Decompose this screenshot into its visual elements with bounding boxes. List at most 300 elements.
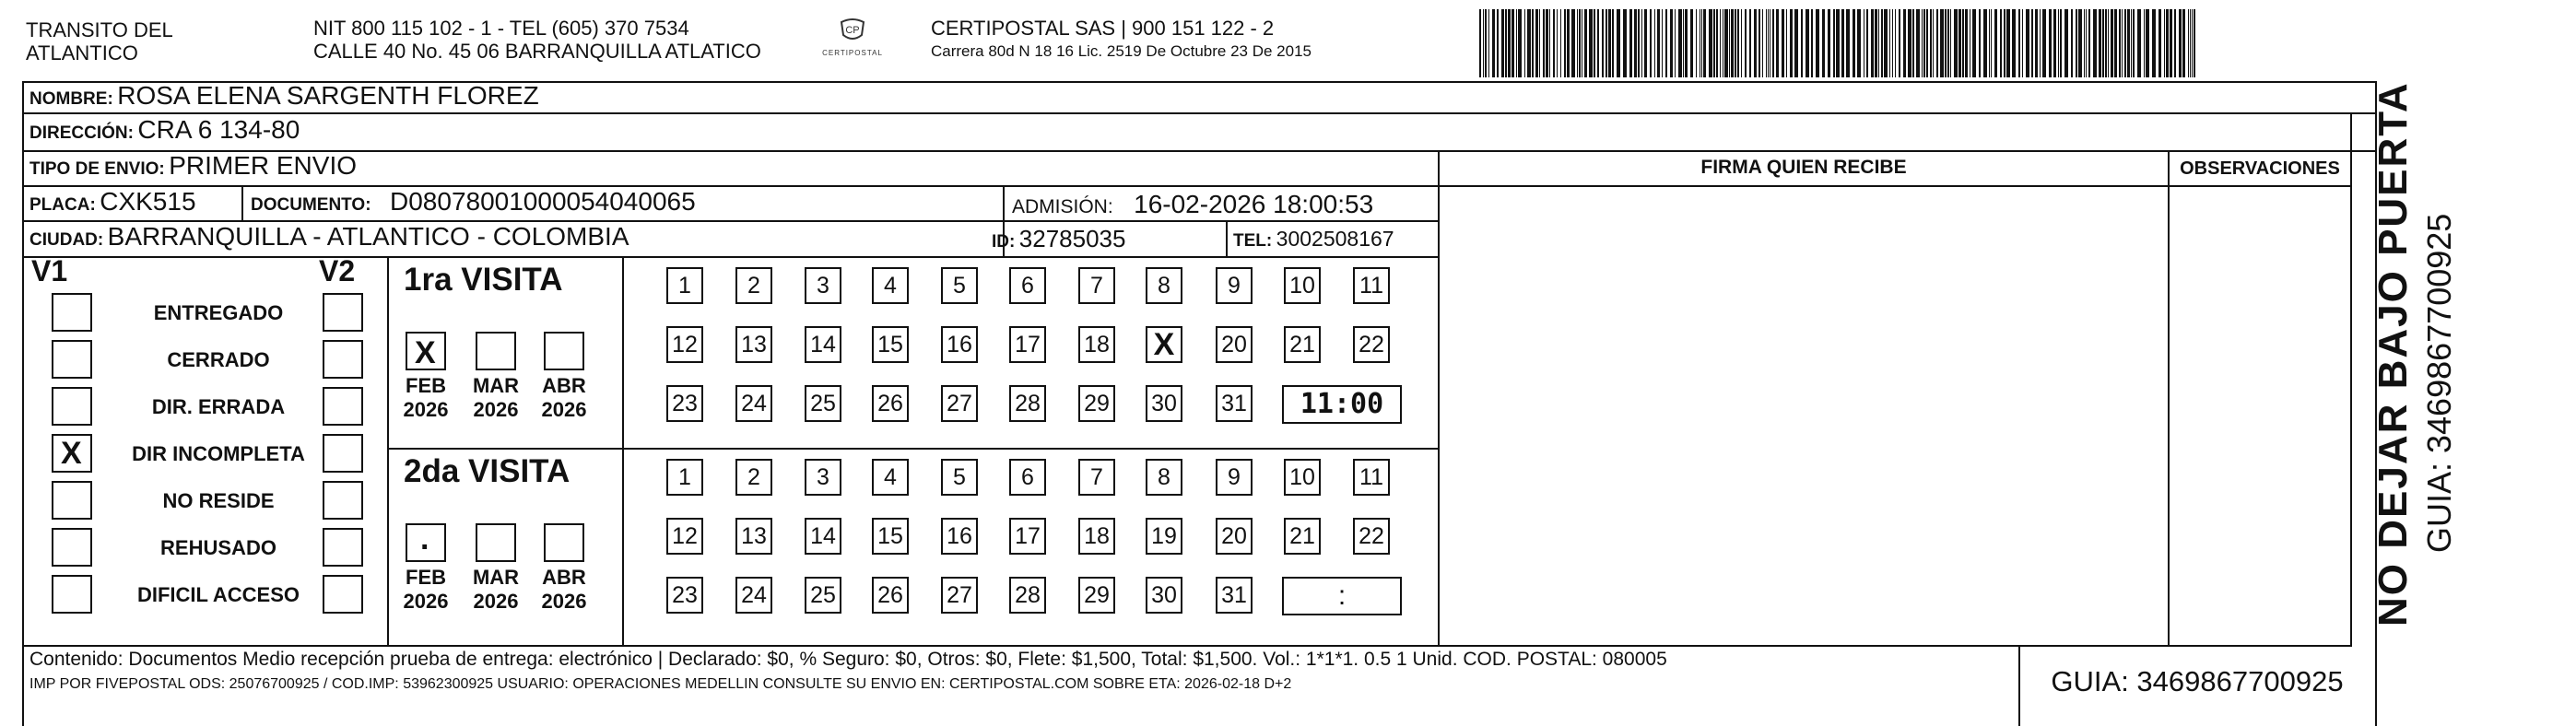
barcode-bar [2127, 9, 2130, 77]
day-box[interactable]: 10 [1284, 267, 1321, 304]
barcode-bar [1947, 9, 1949, 77]
v2-checkbox[interactable] [323, 340, 363, 379]
day-box[interactable]: 9 [1216, 267, 1253, 304]
barcode-bar [2144, 9, 2145, 77]
barcode-bar [2122, 9, 2123, 77]
barcode-bar [2064, 9, 2068, 77]
v1-checkbox[interactable] [52, 481, 92, 520]
barcode-bar [2164, 9, 2165, 77]
barcode-bar [2124, 9, 2126, 77]
month-year: 2026 [403, 590, 449, 613]
barcode-bar [1716, 9, 1718, 77]
barcode-bar [1650, 9, 1652, 77]
barcode-bar [1936, 9, 1938, 77]
firma-area[interactable] [1441, 187, 2166, 644]
logo-icon [837, 17, 868, 44]
barcode-bar [2166, 9, 2169, 77]
barcode-bar [1665, 9, 1667, 77]
v1-checkbox[interactable] [52, 434, 92, 473]
org-name: TRANSITO DEL ATLANTICO [26, 18, 173, 64]
day-box[interactable]: 28 [1009, 385, 1046, 422]
documento-field: DOCUMENTO: D08078001000054040065 [251, 187, 696, 216]
barcode-bar [2060, 9, 2062, 77]
barcode-bar [1922, 9, 1923, 77]
barcode-bar [2179, 9, 2182, 77]
day-box[interactable]: 21 [1284, 326, 1321, 363]
barcode-bar [2058, 9, 2059, 77]
day-box[interactable]: 7 [1078, 459, 1115, 496]
barcode-bar [1737, 9, 1739, 77]
barcode-bar [2131, 9, 2132, 77]
visit1-title: 1ra VISITA [404, 262, 563, 298]
barcode-bar [1638, 9, 1640, 77]
barcode-bar [1729, 9, 1730, 77]
status-label: DIR. ERRADA [151, 395, 286, 418]
barcode-bar [2084, 9, 2085, 77]
barcode-bar [1549, 9, 1550, 77]
month-label [466, 566, 525, 614]
month-name: MAR [472, 374, 520, 397]
barcode-bar [1965, 9, 1968, 77]
barcode-bar [1703, 9, 1706, 77]
barcode-bar [2053, 9, 2056, 77]
day-box[interactable]: 31 [1216, 577, 1253, 614]
barcode-bar [1962, 9, 1964, 77]
svg-text:CP: CP [845, 25, 860, 36]
barcode-bar [1811, 9, 1813, 77]
day-box[interactable]: 31 [1216, 385, 1253, 422]
day-box[interactable]: 1 [666, 267, 703, 304]
barcode-bar [2158, 9, 2161, 77]
barcode-bar [2093, 9, 2097, 77]
barcode-bar [1724, 9, 1728, 77]
barcode-bar [1786, 9, 1787, 77]
day-box[interactable]: 5 [941, 459, 978, 496]
barcode-bar [1524, 9, 1525, 77]
day-box[interactable]: 11 [1353, 459, 1390, 496]
day-box[interactable]: 30 [1146, 577, 1182, 614]
direccion-row: DIRECCIÓN: CRA 6 134-80 [29, 115, 300, 144]
barcode-bar [1501, 9, 1504, 77]
barcode-bar [1557, 9, 1558, 77]
day-box[interactable]: 18 [1078, 326, 1115, 363]
barcode-bar [1683, 9, 1684, 77]
barcode-bar [2000, 9, 2002, 77]
barcode-bar [1940, 9, 1944, 77]
barcode-bar [1926, 9, 1928, 77]
barcode-bar [1634, 9, 1637, 77]
day-box[interactable]: 16 [941, 518, 978, 555]
barcode-bar [1641, 9, 1642, 77]
barcode-bar [1754, 9, 1757, 77]
day-box[interactable]: 4 [872, 459, 909, 496]
ciudad-row: CIUDAD: BARRANQUILLA - ATLANTICO - COLOMBIA [29, 222, 629, 251]
v2-checkbox[interactable] [323, 575, 363, 614]
barcode-bar [1958, 9, 1961, 77]
barcode-bar [1577, 9, 1578, 77]
barcode-bar [1749, 9, 1751, 77]
barcode-bar [1766, 9, 1767, 77]
day-box[interactable]: 24 [735, 577, 772, 614]
barcode-bar [1532, 9, 1534, 77]
day-box[interactable]: 24 [735, 385, 772, 422]
placa-value: CXK515 [100, 187, 196, 216]
status-label: REHUSADO [160, 536, 276, 559]
month-checkbox[interactable] [406, 523, 446, 562]
day-box[interactable]: 13 [735, 326, 772, 363]
barcode-bar [1768, 9, 1769, 77]
barcode-bar [1972, 9, 1976, 77]
status-label: DIR INCOMPLETA [132, 442, 305, 465]
barcode-bar [2146, 9, 2149, 77]
status-label: ENTREGADO [153, 301, 284, 324]
barcode-bar [2170, 9, 2172, 77]
barcode-bar [1735, 9, 1736, 77]
barcode-bar [1866, 9, 1868, 77]
barcode [1479, 9, 2196, 77]
status-label: DIFICIL ACCESO [136, 583, 300, 606]
barcode-bar [1584, 9, 1587, 77]
day-box[interactable]: 22 [1353, 518, 1390, 555]
barcode-bar [1833, 9, 1835, 77]
v2-checkbox[interactable] [323, 387, 363, 426]
barcode-bar [1846, 9, 1850, 77]
barcode-bar [1923, 9, 1925, 77]
barcode-bar [1623, 9, 1627, 77]
v2-checkbox[interactable] [323, 293, 363, 332]
month-checkbox[interactable] [476, 523, 516, 562]
month-checkbox[interactable] [544, 523, 584, 562]
barcode-bar [2105, 9, 2107, 77]
status-label: NO RESIDE [162, 489, 275, 512]
barcode-bar [2192, 9, 2193, 77]
month-checkbox[interactable] [476, 332, 516, 370]
day-box[interactable]: 2 [735, 267, 772, 304]
barcode-bar [2119, 9, 2121, 77]
month-label [396, 566, 455, 614]
barcode-bar [1916, 9, 1920, 77]
month-name: FEB [406, 374, 446, 397]
v1-label: V1 [31, 254, 68, 287]
ciudad-value: BARRANQUILLA - ATLANTICO - COLOMBIA [107, 222, 629, 251]
barcode-bar [1579, 9, 1581, 77]
month-year: 2026 [473, 398, 519, 421]
barcode-bar [1597, 9, 1599, 77]
day-box[interactable]: 15 [872, 518, 909, 555]
day-box[interactable]: 14 [805, 518, 841, 555]
day-box[interactable]: 29 [1078, 385, 1115, 422]
barcode-bar [1670, 9, 1673, 77]
barcode-bar [1543, 9, 1545, 77]
day-box[interactable]: 3 [805, 267, 841, 304]
barcode-bar [1853, 9, 1855, 77]
barcode-bar [1745, 9, 1747, 77]
day-box[interactable]: 28 [1009, 577, 1046, 614]
barcode-bar [1629, 9, 1632, 77]
barcode-bar [1485, 9, 1487, 77]
barcode-bar [2006, 9, 2010, 77]
barcode-bar [1602, 9, 1604, 77]
day-box[interactable]: 9 [1216, 459, 1253, 496]
day-box[interactable]: 4 [872, 267, 909, 304]
barcode-bar [2182, 9, 2185, 77]
day-box[interactable]: 5 [941, 267, 978, 304]
barcode-bar [1994, 9, 1997, 77]
month-mark: X [415, 335, 436, 370]
day-box[interactable]: 30 [1146, 385, 1182, 422]
barcode-bar [2174, 9, 2176, 77]
day-box[interactable]: 7 [1078, 267, 1115, 304]
barcode-bar [1878, 9, 1879, 77]
barcode-bar [2078, 9, 2082, 77]
month-name: MAR [472, 566, 520, 589]
barcode-bar [2012, 9, 2016, 77]
barcode-bar [1720, 9, 1721, 77]
barcode-bar [2086, 9, 2087, 77]
day-box[interactable]: 18 [1078, 518, 1115, 555]
day-box[interactable]: 12 [666, 518, 703, 555]
status-label: CERRADO [167, 348, 270, 371]
v2-label: V2 [319, 254, 356, 287]
barcode-bar [2133, 9, 2135, 77]
month-checkbox[interactable] [406, 332, 446, 370]
v1-checkbox[interactable] [52, 293, 92, 332]
barcode-bar [1511, 9, 1514, 77]
barcode-bar [2102, 9, 2104, 77]
barcode-bar [2026, 9, 2029, 77]
barcode-bar [1816, 9, 1819, 77]
barcode-bar [1518, 9, 1522, 77]
firma-header: FIRMA QUIEN RECIBE [1700, 157, 1907, 178]
barcode-bar [1892, 9, 1893, 77]
barcode-bar [1654, 9, 1655, 77]
barcode-bar [1709, 9, 1712, 77]
barcode-bar [1589, 9, 1593, 77]
barcode-bar [1553, 9, 1555, 77]
barcode-bar [1871, 9, 1874, 77]
barcode-bar [2042, 9, 2046, 77]
day-box[interactable]: 1 [666, 459, 703, 496]
barcode-bar [1516, 9, 1517, 77]
day-box[interactable]: 11 [1353, 267, 1390, 304]
barcode-bar [1881, 9, 1883, 77]
barcode-bar [1776, 9, 1779, 77]
barcode-bar [1606, 9, 1607, 77]
day-box[interactable]: 26 [872, 577, 909, 614]
barcode-bar [1657, 9, 1660, 77]
barcode-bar [1608, 9, 1611, 77]
day-box[interactable]: 13 [735, 518, 772, 555]
barcode-bar [1857, 9, 1861, 77]
barcode-bar [1790, 9, 1793, 77]
tipo-envio-row: TIPO DE ENVIO: PRIMER ENVIO [29, 151, 358, 180]
day-box[interactable]: 19 [1146, 518, 1182, 555]
footer-imp: IMP POR FIVEPOSTAL ODS: 25076700925 / COD.IMP: 53962300925 USUARIO: OPERACIONES MEDELLIN CONSULTE SU ENVIO EN: CERTIPOSTAL.COM SOBRE ETA: 2026-02-18 D+2 [29, 676, 1292, 692]
barcode-bar [1617, 9, 1620, 77]
day-box[interactable]: 20 [1216, 326, 1253, 363]
barcode-bar [1989, 9, 1990, 77]
barcode-bar [2194, 9, 2195, 77]
v2-checkbox[interactable] [323, 528, 363, 567]
barcode-bar [2114, 9, 2117, 77]
barcode-bar [1782, 9, 1784, 77]
day-box[interactable]: 27 [941, 577, 978, 614]
month-year: 2026 [541, 590, 587, 613]
barcode-bar [1567, 9, 1570, 77]
day-box[interactable]: 25 [805, 577, 841, 614]
barcode-bar [1991, 9, 1992, 77]
day-box[interactable]: 3 [805, 459, 841, 496]
barcode-bar [1762, 9, 1763, 77]
barcode-bar [1560, 9, 1561, 77]
courier-block: CERTIPOSTAL SAS | 900 151 122 - 2 Carrera 80d N 18 16 Lic. 2519 De Octubre 23 De 2015 [931, 17, 1312, 60]
footer-contenido: Contenido: Documentos Medio recepción prueba de entrega: electrónico | Declarado: $0, % Seguro: $0, Otros: $0, Flete: $1,500, Total: $1,500. Vol.: 1*1*1. 0.5 1 Unid. COD. POSTAL: 080005 [29, 649, 1667, 670]
month-name: ABR [542, 566, 586, 589]
barcode-bar [2099, 9, 2101, 77]
day-box[interactable]: 16 [941, 326, 978, 363]
barcode-bar [2152, 9, 2156, 77]
day-box[interactable]: 17 [1009, 326, 1046, 363]
time-box[interactable]: 11:00 [1282, 385, 1402, 424]
v1-checkbox[interactable] [52, 575, 92, 614]
barcode-bar [1954, 9, 1958, 77]
barcode-bar [1685, 9, 1688, 77]
month-year: 2026 [403, 398, 449, 421]
barcode-bar [2108, 9, 2109, 77]
barcode-bar [2031, 9, 2033, 77]
direccion-value: CRA 6 134-80 [137, 115, 300, 144]
documento-value: D08078001000054040065 [390, 187, 696, 216]
tel-value: 3002508167 [1276, 227, 1394, 251]
barcode-bar [1979, 9, 1981, 77]
month-year: 2026 [473, 590, 519, 613]
month-label [535, 566, 594, 614]
day-box[interactable]: 8 [1146, 459, 1182, 496]
v2-checkbox[interactable] [323, 434, 363, 473]
barcode-bar [1678, 9, 1682, 77]
barcode-bar [2111, 9, 2113, 77]
barcode-bar [1899, 9, 1900, 77]
nit-block: NIT 800 115 102 - 1 - TEL (605) 370 7534 CALLE 40 No. 45 06 BARRANQUILLA ATLATICO [313, 17, 761, 63]
day-box[interactable]: 6 [1009, 459, 1046, 496]
day-box[interactable]: 14 [805, 326, 841, 363]
day-box[interactable]: 17 [1009, 518, 1046, 555]
barcode-bar [1675, 9, 1676, 77]
barcode-bar [1539, 9, 1540, 77]
month-label [466, 374, 525, 422]
day-box[interactable]: 23 [666, 577, 703, 614]
barcode-bar [1741, 9, 1742, 77]
observaciones-header: OBSERVACIONES [2180, 158, 2340, 179]
barcode-bar [1759, 9, 1760, 77]
day-box[interactable]: 26 [872, 385, 909, 422]
month-name: ABR [542, 374, 586, 397]
day-box[interactable]: 21 [1284, 518, 1321, 555]
barcode-bar [1822, 9, 1825, 77]
barcode-bar [1483, 9, 1484, 77]
barcode-bar [1594, 9, 1595, 77]
barcode-bar [1535, 9, 1538, 77]
barcode-bar [1612, 9, 1614, 77]
month-checkbox[interactable] [544, 332, 584, 370]
day-box[interactable]: 8 [1146, 267, 1182, 304]
barcode-bar [1794, 9, 1798, 77]
barcode-bar [1836, 9, 1840, 77]
day-box[interactable]: 22 [1353, 326, 1390, 363]
barcode-bar [1903, 9, 1906, 77]
barcode-bar [1889, 9, 1890, 77]
id-field: ID: 32785035 [992, 225, 1126, 252]
barcode-bar [1690, 9, 1693, 77]
barcode-bar [1713, 9, 1715, 77]
nombre-value: ROSA ELENA SARGENTH FLOREZ [117, 81, 539, 110]
barcode-bar [1701, 9, 1702, 77]
month-label [535, 374, 594, 422]
barcode-bar [1933, 9, 1934, 77]
month-label [396, 374, 455, 422]
barcode-bar [2018, 9, 2020, 77]
barcode-bar [1508, 9, 1511, 77]
v2-checkbox[interactable] [323, 481, 363, 520]
barcode-bar [1945, 9, 1947, 77]
barcode-bar [1983, 9, 1987, 77]
observaciones-area[interactable] [2170, 187, 2350, 644]
day-box[interactable]: 20 [1216, 518, 1253, 555]
barcode-bar [1930, 9, 1932, 77]
barcode-bar [1564, 9, 1566, 77]
barcode-bar [1644, 9, 1647, 77]
day-box[interactable]: 25 [805, 385, 841, 422]
nombre-row: NOMBRE: ROSA ELENA SARGENTH FLOREZ [29, 81, 539, 110]
barcode-bar [2188, 9, 2189, 77]
day-box[interactable]: 2 [735, 459, 772, 496]
barcode-bar [2004, 9, 2006, 77]
barcode-bar [1806, 9, 1809, 77]
month-name: FEB [406, 566, 446, 589]
day-box[interactable]: 10 [1284, 459, 1321, 496]
barcode-bar [1828, 9, 1830, 77]
barcode-bar [1772, 9, 1774, 77]
barcode-bar [2190, 9, 2191, 77]
month-mark: . [420, 521, 429, 556]
barcode-bar [1497, 9, 1499, 77]
barcode-bar [2022, 9, 2023, 77]
barcode-bar [1884, 9, 1888, 77]
day-box[interactable]: 29 [1078, 577, 1115, 614]
day-box[interactable]: 6 [1009, 267, 1046, 304]
barcode-bar [1912, 9, 1914, 77]
barcode-bar [2049, 9, 2052, 77]
v1-checkbox[interactable] [52, 387, 92, 426]
tel-field: TEL: 3002508167 [1233, 227, 1394, 251]
certipostal-logo: CP CERTIPOSTAL [811, 17, 894, 57]
day-box[interactable]: 15 [872, 326, 909, 363]
time-box[interactable]: : [1282, 577, 1402, 615]
day-box[interactable]: 27 [941, 385, 978, 422]
day-box[interactable]: 23 [666, 385, 703, 422]
barcode-bar [1950, 9, 1951, 77]
day-box[interactable]: 12 [666, 326, 703, 363]
tipo-envio-value: PRIMER ENVIO [169, 151, 358, 180]
v1-checkbox[interactable] [52, 528, 92, 567]
day-box[interactable]: X [1146, 326, 1182, 363]
barcode-bar [2088, 9, 2090, 77]
v1-checkbox[interactable] [52, 340, 92, 379]
barcode-bar [1841, 9, 1844, 77]
barcode-bar [1731, 9, 1734, 77]
barcode-bar [1662, 9, 1663, 77]
placa-field: PLACA: CXK515 [29, 187, 196, 216]
